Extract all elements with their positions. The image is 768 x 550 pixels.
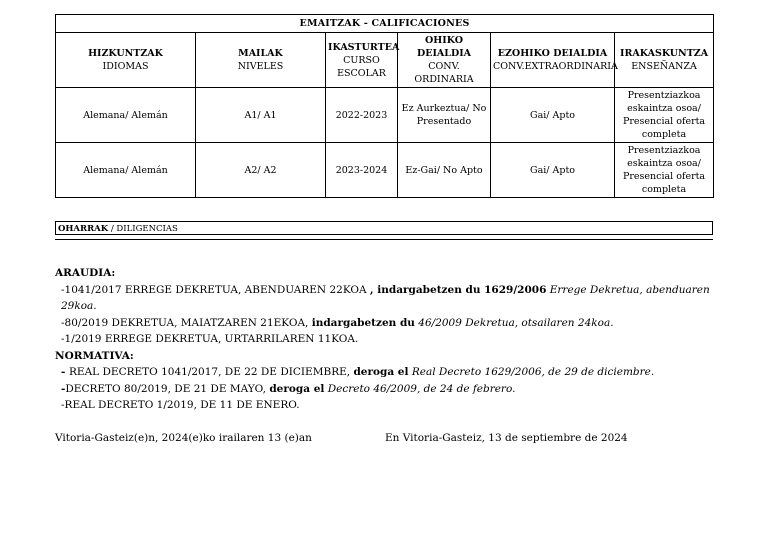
cell-ordinary: Ez-Gai/ No Apto — [398, 143, 491, 198]
table-row — [56, 88, 714, 143]
cell-level: A2/ A2 — [196, 143, 326, 198]
table-title: EMAITZAK - CALIFICACIONES — [56, 15, 714, 33]
cell-year: 2022-2023 — [326, 88, 398, 143]
table-header-row — [56, 33, 714, 88]
header-school-year: IKASTURTEA CURSO ESCOLAR — [326, 33, 398, 88]
cell-level: A1/ A1 — [196, 88, 326, 143]
araudia-line-1: -1041/2017 ERREGE DEKRETUA, ABENDUAREN 22KOA , indargabetzen du 1629/2006 Errege Dekretua, abenduaren 29koa. — [61, 283, 710, 312]
normativa-heading: NORMATIVA: — [55, 349, 134, 362]
cell-extraordinary: Gai/ Apto — [491, 88, 615, 143]
normativa-line-3: -REAL DECRETO 1/2019, DE 11 DE ENERO. — [61, 399, 300, 411]
cell-language: Alemana/ Alemán — [56, 143, 196, 198]
cell-year: 2023-2024 — [326, 143, 398, 198]
cell-ordinary: Ez Aurkeztua/ No Presentado — [398, 88, 491, 143]
cell-extraordinary: Gai/ Apto — [491, 143, 615, 198]
notes-box — [55, 221, 713, 235]
cell-teaching: Presentziazkoa eskaintza osoa/ Presencial oferta completa — [615, 88, 714, 143]
normativa-line-2: -DECRETO 80/2019, DE 21 DE MAYO, deroga el Decreto 46/2009, de 24 de febrero. — [61, 382, 516, 395]
header-languages: HIZKUNTZAK IDIOMAS — [56, 33, 196, 88]
araudia-section — [55, 265, 725, 414]
notes-divider — [55, 239, 713, 240]
notes-label-rest: / DILIGENCIAS — [108, 224, 178, 234]
araudia-line-2: -80/2019 DEKRETUA, MAIATZAREN 21EKOA, indargabetzen du 46/2009 Dekretua, otsailaren 24koa. — [61, 316, 614, 329]
notes-label-bold: OHARRAK — [58, 224, 109, 234]
footer-basque: Vitoria-Gasteiz(e)n, 2024(e)ko irailaren 13 (e)an — [55, 432, 312, 444]
header-ordinary-call: OHIKO DEIALDIA CONV. ORDINARIA — [398, 33, 491, 88]
normativa-line-1: - REAL DECRETO 1041/2017, DE 22 DE DICIEMBRE, deroga el Real Decreto 1629/2006, de 29 de diciembre. — [61, 366, 655, 378]
araudia-line-3: -1/2019 ERREGE DEKRETUA, URTARRILAREN 11KOA. — [61, 333, 359, 345]
araudia-heading: ARAUDIA: — [55, 267, 116, 279]
header-teaching: IRAKASKUNTZA ENSEÑANZA — [615, 33, 714, 88]
table-row — [56, 143, 714, 198]
cell-language: Alemana/ Alemán — [56, 88, 196, 143]
grades-table — [55, 14, 714, 198]
header-extraordinary-call: EZOHIKO DEIALDIA CONV.EXTRAORDINARIA — [491, 33, 615, 88]
header-levels: MAILAK NIVELES — [196, 33, 326, 88]
cell-teaching: Presentziazkoa eskaintza osoa/ Presencial oferta completa — [615, 143, 714, 198]
footer-spanish: En Vitoria-Gasteiz, 13 de septiembre de 2024 — [385, 432, 628, 444]
